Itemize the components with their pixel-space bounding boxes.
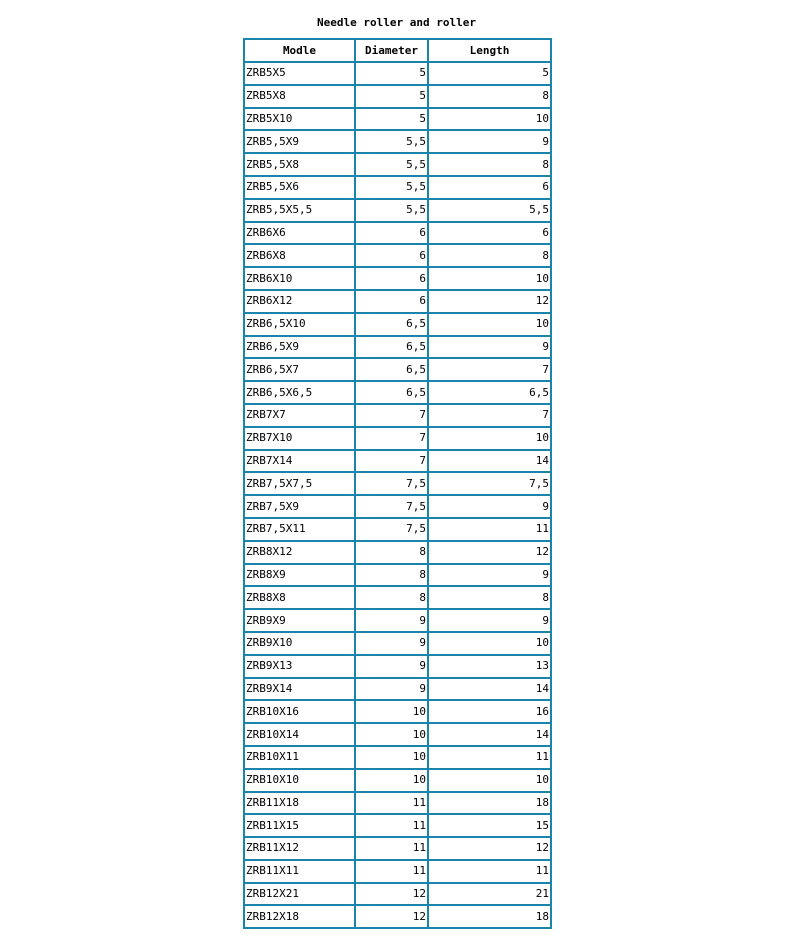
- cell-length: 10: [428, 632, 551, 655]
- table-row: [244, 244, 551, 267]
- cell-diameter: 11: [355, 837, 428, 860]
- table-row: [244, 792, 551, 815]
- cell-diameter: 7,5: [355, 495, 428, 518]
- cell-model: ZRB6,5X7: [244, 358, 355, 381]
- cell-length: 6: [428, 222, 551, 245]
- cell-diameter: 5,5: [355, 176, 428, 199]
- cell-length: 7: [428, 358, 551, 381]
- cell-length: 12: [428, 290, 551, 313]
- cell-length: 8: [428, 85, 551, 108]
- table-row: [244, 746, 551, 769]
- table-row: [244, 358, 551, 381]
- header-length: Length: [428, 39, 551, 62]
- cell-diameter: 5: [355, 108, 428, 131]
- cell-model: ZRB7X10: [244, 427, 355, 450]
- cell-model: ZRB6X8: [244, 244, 355, 267]
- cell-model: ZRB11X12: [244, 837, 355, 860]
- cell-diameter: 11: [355, 860, 428, 883]
- table-row: [244, 108, 551, 131]
- cell-length: 12: [428, 541, 551, 564]
- cell-length: 9: [428, 336, 551, 359]
- cell-model: ZRB12X21: [244, 883, 355, 906]
- cell-length: 18: [428, 792, 551, 815]
- cell-diameter: 10: [355, 746, 428, 769]
- cell-model: ZRB8X12: [244, 541, 355, 564]
- table-row: [244, 222, 551, 245]
- cell-model: ZRB9X13: [244, 655, 355, 678]
- cell-diameter: 10: [355, 700, 428, 723]
- cell-diameter: 8: [355, 564, 428, 587]
- cell-length: 10: [428, 108, 551, 131]
- table-row: [244, 678, 551, 701]
- header-diameter: Diameter: [355, 39, 428, 62]
- table-body: [244, 62, 551, 928]
- cell-diameter: 5,5: [355, 130, 428, 153]
- cell-length: 10: [428, 427, 551, 450]
- cell-diameter: 7: [355, 404, 428, 427]
- cell-model: ZRB7X7: [244, 404, 355, 427]
- cell-length: 18: [428, 905, 551, 928]
- cell-length: 11: [428, 746, 551, 769]
- cell-length: 14: [428, 678, 551, 701]
- table-row: [244, 518, 551, 541]
- table-row: [244, 267, 551, 290]
- cell-diameter: 6,5: [355, 313, 428, 336]
- cell-diameter: 6: [355, 244, 428, 267]
- cell-diameter: 5,5: [355, 153, 428, 176]
- table-row: [244, 723, 551, 746]
- cell-diameter: 9: [355, 632, 428, 655]
- table-row: [244, 632, 551, 655]
- table-row: [244, 586, 551, 609]
- cell-model: ZRB12X18: [244, 905, 355, 928]
- table-row: [244, 130, 551, 153]
- cell-model: ZRB10X14: [244, 723, 355, 746]
- table-row: [244, 837, 551, 860]
- cell-diameter: 8: [355, 541, 428, 564]
- cell-length: 8: [428, 153, 551, 176]
- cell-diameter: 10: [355, 723, 428, 746]
- cell-length: 10: [428, 267, 551, 290]
- cell-length: 10: [428, 313, 551, 336]
- needle-roller-table: [243, 38, 552, 929]
- table-row: [244, 609, 551, 632]
- cell-model: ZRB5,5X8: [244, 153, 355, 176]
- table-row: [244, 655, 551, 678]
- cell-diameter: 7,5: [355, 518, 428, 541]
- cell-model: ZRB11X18: [244, 792, 355, 815]
- cell-diameter: 12: [355, 905, 428, 928]
- table-row: [244, 404, 551, 427]
- cell-length: 10: [428, 769, 551, 792]
- table-row: [244, 199, 551, 222]
- header-row: [244, 39, 551, 62]
- cell-length: 5,5: [428, 199, 551, 222]
- cell-diameter: 9: [355, 678, 428, 701]
- cell-length: 15: [428, 814, 551, 837]
- cell-model: ZRB5,5X6: [244, 176, 355, 199]
- cell-model: ZRB10X10: [244, 769, 355, 792]
- cell-diameter: 7,5: [355, 472, 428, 495]
- page-title: Needle roller and roller: [317, 16, 476, 29]
- cell-model: ZRB7,5X7,5: [244, 472, 355, 495]
- cell-length: 9: [428, 130, 551, 153]
- cell-length: 12: [428, 837, 551, 860]
- cell-diameter: 6: [355, 290, 428, 313]
- cell-model: ZRB5,5X9: [244, 130, 355, 153]
- cell-model: ZRB6,5X10: [244, 313, 355, 336]
- cell-model: ZRB7,5X11: [244, 518, 355, 541]
- cell-model: ZRB6X10: [244, 267, 355, 290]
- cell-length: 8: [428, 244, 551, 267]
- table-row: [244, 450, 551, 473]
- table-row: [244, 381, 551, 404]
- cell-model: ZRB7,5X9: [244, 495, 355, 518]
- table-row: [244, 541, 551, 564]
- table-row: [244, 564, 551, 587]
- cell-model: ZRB6,5X6,5: [244, 381, 355, 404]
- cell-model: ZRB8X8: [244, 586, 355, 609]
- cell-length: 6,5: [428, 381, 551, 404]
- table-row: [244, 472, 551, 495]
- cell-model: ZRB11X15: [244, 814, 355, 837]
- cell-model: ZRB11X11: [244, 860, 355, 883]
- cell-length: 11: [428, 518, 551, 541]
- cell-diameter: 6: [355, 222, 428, 245]
- table-header: [244, 39, 551, 62]
- table-row: [244, 290, 551, 313]
- table-row: [244, 700, 551, 723]
- cell-diameter: 6,5: [355, 358, 428, 381]
- cell-length: 9: [428, 495, 551, 518]
- cell-length: 7: [428, 404, 551, 427]
- table-row: [244, 153, 551, 176]
- cell-diameter: 11: [355, 814, 428, 837]
- cell-model: ZRB5,5X5,5: [244, 199, 355, 222]
- cell-model: ZRB8X9: [244, 564, 355, 587]
- table-row: [244, 883, 551, 906]
- cell-diameter: 6: [355, 267, 428, 290]
- table-row: [244, 427, 551, 450]
- cell-diameter: 6,5: [355, 381, 428, 404]
- cell-model: ZRB10X11: [244, 746, 355, 769]
- cell-length: 14: [428, 723, 551, 746]
- cell-diameter: 8: [355, 586, 428, 609]
- cell-diameter: 7: [355, 450, 428, 473]
- cell-diameter: 12: [355, 883, 428, 906]
- table-row: [244, 62, 551, 85]
- cell-length: 8: [428, 586, 551, 609]
- cell-length: 6: [428, 176, 551, 199]
- cell-length: 7,5: [428, 472, 551, 495]
- table-row: [244, 905, 551, 928]
- cell-diameter: 9: [355, 609, 428, 632]
- cell-diameter: 6,5: [355, 336, 428, 359]
- cell-length: 5: [428, 62, 551, 85]
- table-row: [244, 495, 551, 518]
- table-row: [244, 85, 551, 108]
- cell-length: 9: [428, 609, 551, 632]
- cell-model: ZRB10X16: [244, 700, 355, 723]
- header-model: Modle: [244, 39, 355, 62]
- table-row: [244, 814, 551, 837]
- cell-model: ZRB9X10: [244, 632, 355, 655]
- cell-diameter: 7: [355, 427, 428, 450]
- cell-length: 11: [428, 860, 551, 883]
- cell-length: 16: [428, 700, 551, 723]
- cell-model: ZRB6X12: [244, 290, 355, 313]
- cell-diameter: 5,5: [355, 199, 428, 222]
- cell-diameter: 5: [355, 85, 428, 108]
- table-row: [244, 313, 551, 336]
- cell-length: 9: [428, 564, 551, 587]
- cell-model: ZRB5X10: [244, 108, 355, 131]
- cell-model: ZRB9X9: [244, 609, 355, 632]
- cell-model: ZRB9X14: [244, 678, 355, 701]
- cell-diameter: 5: [355, 62, 428, 85]
- cell-length: 21: [428, 883, 551, 906]
- cell-diameter: 10: [355, 769, 428, 792]
- table-row: [244, 769, 551, 792]
- cell-model: ZRB6,5X9: [244, 336, 355, 359]
- cell-model: ZRB7X14: [244, 450, 355, 473]
- table-row: [244, 176, 551, 199]
- cell-length: 14: [428, 450, 551, 473]
- cell-model: ZRB5X5: [244, 62, 355, 85]
- table-row: [244, 860, 551, 883]
- cell-model: ZRB5X8: [244, 85, 355, 108]
- cell-diameter: 11: [355, 792, 428, 815]
- cell-diameter: 9: [355, 655, 428, 678]
- table-row: [244, 336, 551, 359]
- cell-length: 13: [428, 655, 551, 678]
- cell-model: ZRB6X6: [244, 222, 355, 245]
